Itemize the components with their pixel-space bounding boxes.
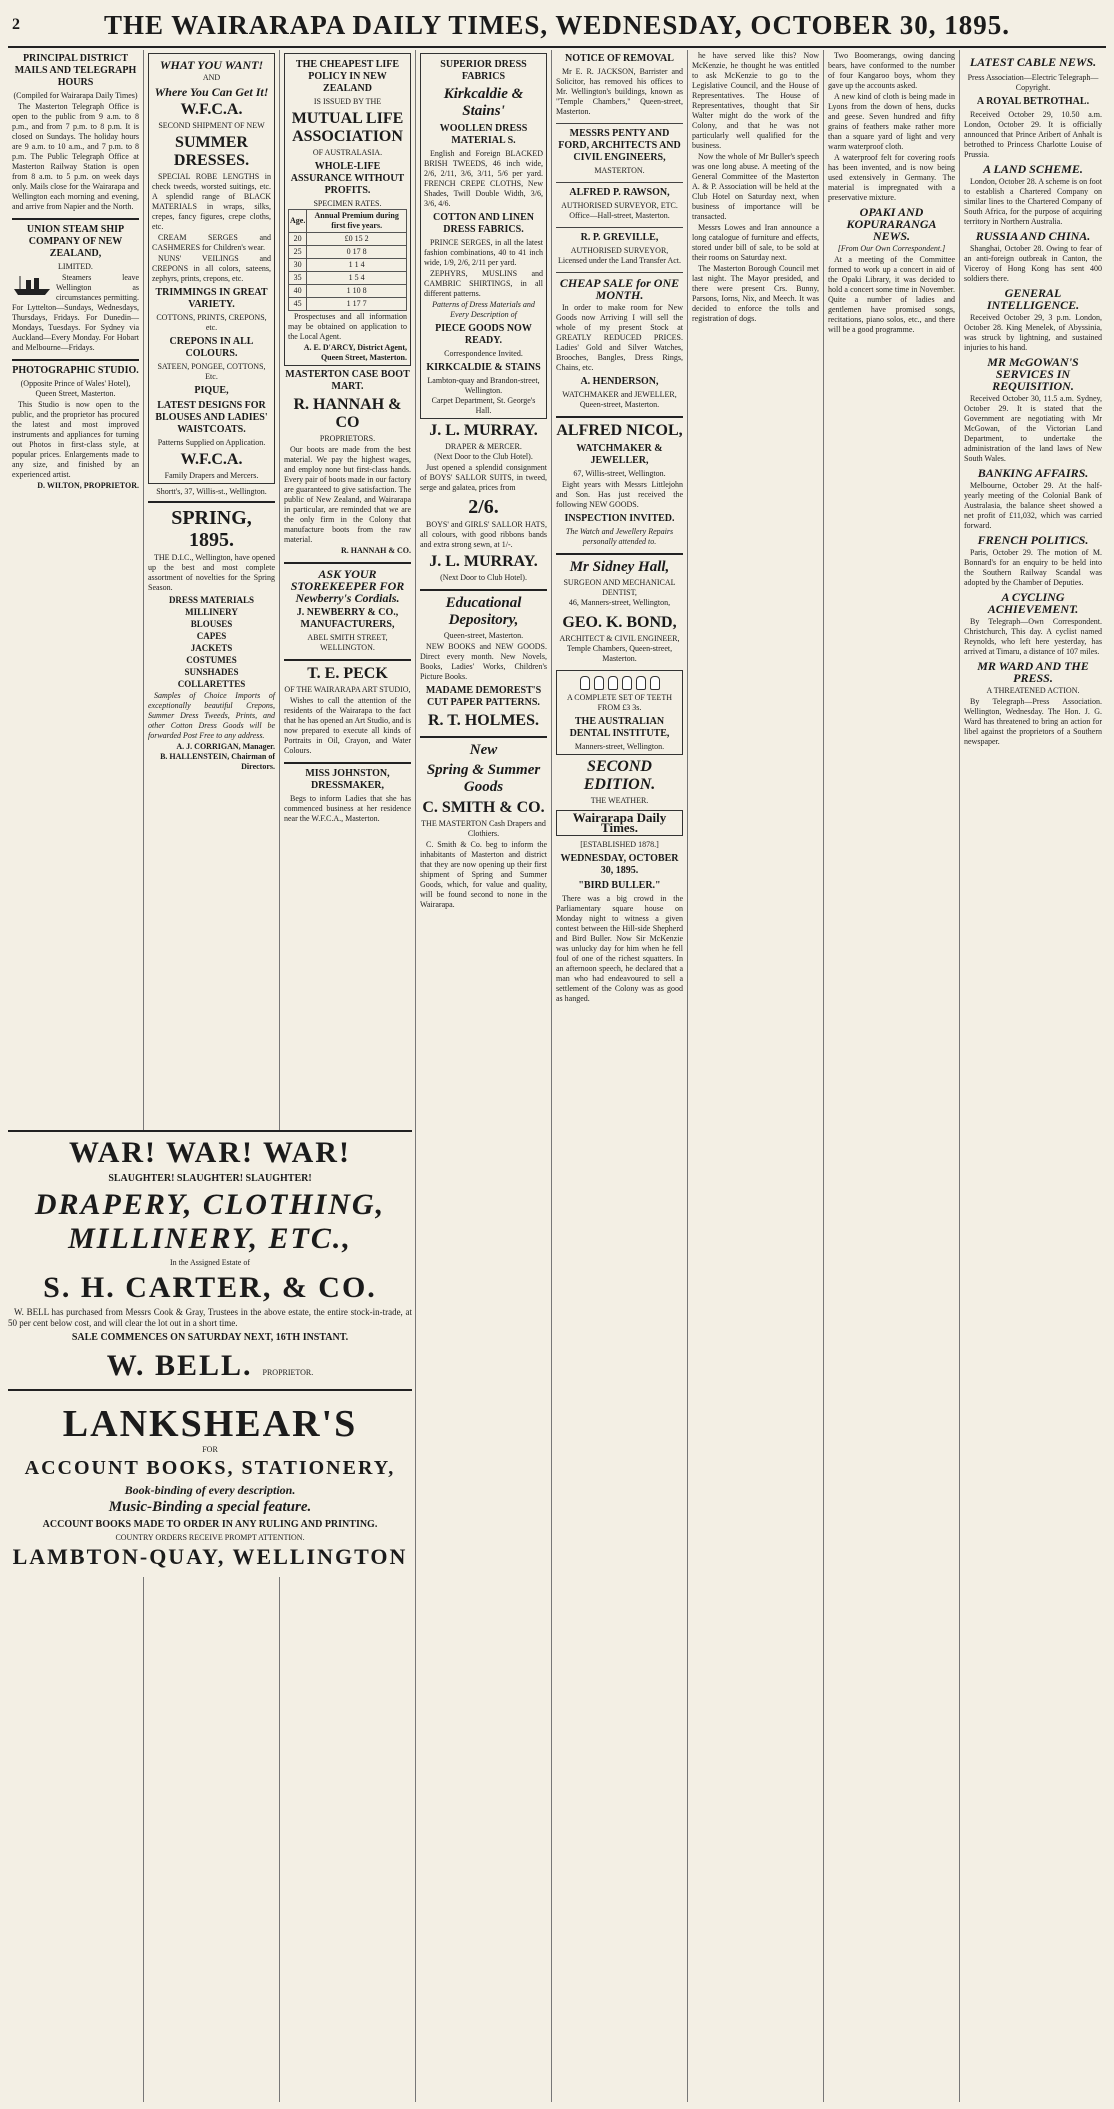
bond-card (556, 614, 683, 664)
weather-heading: THE WEATHER. (590, 796, 649, 805)
bell-title: PROPRIETOR. (262, 1368, 314, 1377)
greville-title: R. P. GREVILLE, (580, 232, 659, 243)
rates-col-age: Age. (289, 210, 307, 233)
lankshear-for: FOR (202, 1445, 218, 1454)
article-text: Messrs Lowes and Iran announce a long catalogue of furniture and effects, stored under bill of sale, to be sold at their rooms on Saturday next. (692, 223, 819, 262)
account-heading: ACCOUNT BOOKS, STATIONERY, (24, 1457, 396, 1479)
samples-text: Samples of Choice Imports of exceptionally beautiful Crepons, Summer Dress Tweeds, Prints, and other Cotton Dress Goods will be forwarded Post Free to any address. (148, 691, 275, 740)
column-4 (416, 50, 552, 2102)
dic-signature: A. J. CORRIGAN, Manager. (176, 742, 275, 751)
ask-heading: ASK YOUR STOREKEEPER FOR Newberry's Cordials. (290, 567, 405, 605)
peck-body: Wishes to call the attention of the residents of the Wairarapa to the fact that he has opened an Art Studio, and is now prepared to execute all kinds of Portraits in Oil, Crayon, and Water Colours. (284, 696, 411, 755)
rawson-sub: AUTHORISED SURVEYOR, ETC. (561, 201, 678, 210)
hall-card (556, 559, 683, 608)
divider (556, 416, 683, 418)
ship-heading: UNION STEAM SHIP COMPANY OF NEW ZEALAND, (26, 224, 125, 259)
cottons-text: COTTONS, PRINTS, CREPONS, etc. (156, 313, 267, 332)
henderson-sub: WATCHMAKER and JEWELLER, Queen-street, Masterton. (562, 390, 677, 409)
rates-col-premium: Annual Premium during first five years. (307, 210, 407, 233)
drapery-sub: In the Assigned Estate of (170, 1258, 250, 1267)
family-text: Family Drapers and Mercers. (164, 471, 259, 480)
wfca-title-2: W.F.C.A. (180, 451, 243, 468)
cable-sub: Press Association—Electric Telegraph—Copyright. (967, 73, 1099, 92)
kirk2-title: KIRKCALDIE & STAINS (426, 362, 541, 373)
cream-text: CREAM SERGES and CASHMERES for Children's wear. (152, 233, 271, 252)
column-7 (824, 50, 960, 2102)
threat-body: By Telegraph—Press Association. Wellington, Wednesday. The Hon. J. G. Ward has threatened to bring an action for libel against the proprietors of a Southern newspaper. (964, 697, 1102, 746)
summer-heading: SUMMER DRESSES. (173, 134, 250, 169)
mutual-heading: THE CHEAPEST LIFE POLICY IN NEW ZEALAND (295, 59, 400, 94)
penty-title: MESSRS PENTY AND FORD, ARCHITECTS AND CIVIL ENGINEERS, (558, 128, 681, 163)
land-body: London, October 28. A scheme is on foot to establish a Chartered Company on similar lines to the Chartered Company of South Africa, for the purpose of acquiring territory in Northern Australia. (964, 177, 1102, 226)
table-row: 45 1 17 7 (289, 298, 407, 311)
divider (556, 123, 683, 124)
murray-sub2: (Next Door to the Club Hotel). (434, 452, 533, 461)
murray2-sub: (Next Door to Club Hotel). (440, 573, 527, 582)
drapery-body: W. BELL has purchased from Messrs Cook & Gray, Trustees in the above estate, the entire stock-in-trade, at 50 per cent below cost, and will clear the lot out in a short time. (8, 1307, 412, 1328)
bond-title: GEO. K. BOND, (562, 614, 677, 631)
binding-text: Book-binding of every description. (124, 1483, 296, 1497)
nicol-sub: WATCHMAKER & JEWELLER, (576, 443, 663, 466)
watch-text: The Watch and Jewellery Repairs personally attended to. (565, 527, 674, 546)
studio-body: This Studio is now open to the public, and the proprietor has procured the latest and most improved instruments and appliances for turning out Photos in first-class style, at popular prices. Enlargements made to any size, and finished by an experienced artist. (12, 400, 139, 479)
wfca-sub: SECOND SHIPMENT OF NEW (158, 121, 265, 130)
boot-mart-ad (284, 369, 411, 556)
mutual-agent: A. E. D'ARCY, District Agent, Queen Street, Masterton. (303, 343, 407, 362)
page-number: 2 (12, 16, 20, 33)
murray-body: Just opened a splendid consignment of BOYS' SALLOR SUITS, in tweed, serge and galatea, prices from (420, 463, 547, 492)
smith-sub: THE MASTERTON Cash Drapers and Clothiers. (421, 819, 546, 838)
johnston-ad (284, 768, 411, 824)
murray-sub: DRAPER & MERCER. (445, 442, 522, 451)
music-text: Music-Binding a special feature. (108, 1499, 312, 1515)
nicol-body: Eight years with Messrs Littlejohn and Son. Has just received the following NEW GOODS. (556, 480, 683, 509)
hall-address: 46, Manners-street, Wellington, (568, 598, 671, 607)
bond-sub: ARCHITECT & CIVIL ENGINEER, (559, 634, 680, 643)
wfca-ad (148, 53, 275, 484)
murray-title-2: J. L. MURRAY. (429, 553, 538, 570)
war-heading: WAR! WAR! WAR! (69, 1136, 351, 1169)
nicol-title: ALFRED NICOL, (556, 422, 683, 439)
peck-sub: OF THE WAIRARAPA ART STUDIO, (284, 685, 411, 694)
mcgowan-body: Received October 30, 11.5 a.m. Sydney, October 29. It is stated that the Government are negotiating with Mr McGowan, of the Victorian Land Department, to undertake the administration of the land laws of New South Wales. (964, 394, 1102, 463)
kirkcaldie-ad (420, 53, 547, 419)
dept-item: JACKETS (190, 643, 233, 653)
cheap-body: In order to make room for New Goods now Arriving I will sell the whole of my present Stock at GREATLY REDUCED PRICES. Ladies' Gold and Silver Watches, Brooches, Bangles, Dress Rings, Chains, etc. (556, 303, 683, 372)
rates-caption: SPECIMEN RATES. (313, 199, 382, 208)
notice-body: Mr E. R. JACKSON, Barrister and Solicitor, has removed his offices to Mr. Wellington's buildings, known as "Temple Chambers," Queen-street, Masterton. (556, 67, 683, 116)
hannah-signature: R. HANNAH & CO. (341, 546, 411, 555)
kirk2-sub2: Carpet Department, St. George's Hall. (431, 396, 536, 415)
table-row: 40 1 10 8 (289, 285, 407, 298)
mails-body: The Masterton Telegraph Office is open to the public from 9 a.m. to 8 p.m., and from 7 p.m. to 8 p.m. It is closed on Sundays. The holiday hours are 9 a.m. to 10 a.m., and 7 p.m. to 8 p.m. The Public Telegraph Office at Masterton Railway Station is open from 8 a.m. to 5 p.m. on week days only. Mails close for the Wairarapa and Wellington each morning and evening, and arrive from Napier and the North. (12, 102, 139, 211)
rates-table (288, 209, 407, 311)
want-where: Where You Can Get It! (154, 85, 269, 99)
mutual-life-ad (284, 53, 411, 366)
new-heading: New (469, 742, 498, 758)
lankshear-ad (8, 1397, 412, 1571)
edition-date: WEDNESDAY, OCTOBER 30, 1895. (560, 853, 679, 876)
russia-body: Shanghai, October 28. Owing to fear of an anti-foreign outbreak in Canton, the Viceroy of Hong Kong has sent 400 soldiers there. (964, 244, 1102, 283)
greville-sub2: Licensed under the Land Transfer Act. (557, 256, 682, 265)
drapery-heading: DRAPERY, CLOTHING, MILLINERY, ETC., (34, 1188, 386, 1255)
divider (284, 562, 411, 564)
table-row: 30 1 1 4 (289, 259, 407, 272)
general-heading: GENERAL INTELLIGENCE. (986, 286, 1080, 312)
rawson-title: ALFRED P. RAWSON, (569, 187, 670, 198)
bond-address: Temple Chambers, Queen-street, Masterton. (566, 644, 673, 663)
banking-body: Melbourne, October 29. At the half-yearly meeting of the Colonial Bank of Australasia, the balance sheet showed a net profit of £11,032, which was carried forward. (964, 481, 1102, 530)
trim-heading: TRIMMINGS IN GREAT VARIETY. (155, 287, 268, 310)
opaki-heading: OPAKI AND KOPURARANGA NEWS. (846, 205, 937, 243)
hall-title: Mr Sidney Hall, (569, 559, 670, 575)
edu-sub: Queen-street, Masterton. (443, 631, 524, 640)
kirk2-sub: Lambton-quay and Brandon-street, Wellington. (427, 376, 540, 395)
divider (420, 736, 547, 738)
columns (8, 50, 1106, 2102)
henderson-ad (556, 277, 683, 410)
mini-masthead: Wairarapa Daily Times. (556, 810, 683, 836)
rawson-card (556, 187, 683, 221)
ward-heading: MR WARD AND THE PRESS. (977, 659, 1089, 685)
threat-heading: A THREATENED ACTION. (986, 686, 1080, 695)
article-text: Two Boomerangs, owing dancing bears, have conformed to the number of four Kangaroo boys, whom they gave up the accounts asked. (828, 51, 955, 90)
ship-body: Steamers leave Wellington as circumstances permitting. For Lyttelton—Sundays, Wednesdays, Thursdays, Fridays. For Dunedin—Mondays, Tuesdays. For Sydney via Auckland—Every Monday. For Hobart and Melbourne—Fridays. (12, 273, 139, 352)
divider (556, 182, 683, 183)
bell-signature (8, 1346, 412, 1385)
mini-established: [ESTABLISHED 1878.] (580, 840, 659, 849)
table-row: 35 1 5 4 (289, 272, 407, 285)
ruled-text: ACCOUNT BOOKS MADE TO ORDER IN ANY RULING AND PRINTING. (42, 1519, 378, 1530)
want-heading: WHAT YOU WANT! (159, 58, 264, 72)
divider (556, 227, 683, 228)
mails-heading: PRINCIPAL DISTRICT MAILS AND TELEGRAPH HOURS (14, 53, 137, 88)
mutual-title: MUTUAL LIFE ASSOCIATION (291, 110, 404, 145)
mails-notice (12, 53, 139, 212)
dental-title: THE AUSTRALIAN DENTAL INSTITUTE, (569, 716, 670, 739)
studio-sub: (Opposite Prince of Wales' Hotel), Queen Street, Masterton. (20, 379, 131, 398)
table-row: 25 0 17 8 (289, 246, 407, 259)
holmes-title: R. T. HOLMES. (428, 712, 539, 729)
french-heading: FRENCH POLITICS. (977, 533, 1089, 547)
piece-heading: PIECE GOODS NOW READY. (435, 323, 532, 346)
column-5 (552, 50, 688, 2102)
nuns-text: NUNS' VEILINGS and CREPONS in all colors, sateens, zephyrs, prints, crepons, etc. (152, 254, 271, 283)
royal-body: Received October 29, 10.50 a.m. London, October 29. It is officially announced that Prince Aribert of Anhalt is betrothed to Princess Charlotte Louise of Prussia. (964, 110, 1102, 159)
column-1 (8, 50, 144, 2102)
murray-title: J. L. MURRAY. (429, 422, 538, 439)
bell-name: W. BELL. (106, 1349, 253, 1382)
divider (12, 359, 139, 361)
hannah-title: R. HANNAH & CO (293, 396, 402, 431)
edu-ad (420, 595, 547, 730)
article-text: he have served like this? Now McKenzie, he thought he was entitled to ask McKenzie to go to the Legislative Council, and the House of Representatives. The House of Representatives, thought that Sir Walter might do the work of the Colony, and that he was not particularly well qualified for the business. (692, 51, 819, 150)
woollen-heading: WOOLLEN DRESS MATERIAL S. (439, 123, 528, 146)
divider (556, 553, 683, 555)
french-body: Paris, October 29. The motion of M. Bonnard's for an enquiry to be held into the Southern Railway Scandal was adopted by the Chamber of Deputies. (964, 548, 1102, 587)
lankshear-address: LAMBTON-QUAY, WELLINGTON (12, 1544, 408, 1569)
steamship-ad (12, 224, 139, 353)
summer-body: SPECIAL ROBE LENGTHS in check tweeds, worsted suitings, etc. A splendid range of BLACK MATERIALS in wraps, silks, crepes, fancy figures, crepe cloths, etc. (152, 172, 271, 231)
rawson-sub2: Office—Hall-street, Masterton. (569, 211, 670, 220)
henderson-title: A. HENDERSON, (580, 376, 659, 387)
superior-heading: SUPERIOR DRESS FABRICS (440, 59, 527, 82)
column-6 (688, 50, 824, 2102)
teeth-icon (560, 676, 679, 690)
war-ad (8, 1136, 412, 1391)
hall-sub: SURGEON AND MECHANICAL DENTIST, (563, 578, 676, 597)
studio-ad (12, 365, 139, 491)
penty-sub: MASTERTON. (594, 166, 645, 175)
opaki-body: At a meeting of the Committee formed to work up a concert in aid of the Opaki Library, it was decided to hold a concert some time in November. Quite a number of ladies and gentlemen have promised songs, recitations, piano solos, etc., and there will be a good programme. (828, 255, 955, 334)
demorest-heading: MADAME DEMOREST'S CUT PAPER PATTERNS. (425, 685, 542, 708)
column-8 (960, 50, 1106, 2102)
nicol-address: 67, Willis-street, Wellington. (573, 469, 666, 478)
studio-heading: PHOTOGRAPHIC STUDIO. (12, 365, 139, 376)
country-text: COUNTRY ORDERS RECEIVE PROMPT ATTENTION. (115, 1533, 305, 1542)
spring-goods-heading: Spring & Summer Goods (426, 762, 541, 795)
dept-item: DRESS MATERIALS (168, 595, 255, 605)
inspect-heading: INSPECTION INVITED. (564, 513, 675, 524)
mails-sub: (Compiled for Wairarapa Daily Times) (13, 91, 138, 100)
patterns-text: Patterns Supplied on Application. (157, 438, 266, 447)
war-sub: SLAUGHTER! SLAUGHTER! SLAUGHTER! (108, 1173, 312, 1184)
sateen-text: SATEEN, PONGEE, COTTONS, Etc. (157, 362, 266, 381)
cotton-heading: COTTON AND LINEN DRESS FABRICS. (433, 212, 534, 235)
article-text: A waterproof felt for covering roofs has been invented, and is now being used extensively in Germany. The material is impregnated with a preservative mixture. (828, 153, 955, 202)
johnston-body: Begs to inform Ladies that she has commenced business at her residence near the W.F.C.A., Masterton. (284, 794, 411, 823)
newberry-title: J. NEWBERRY & CO., MANUFACTURERS, (296, 607, 399, 630)
royal-heading: A ROYAL BETROTHAL. (976, 96, 1090, 107)
drapery-firm: S. H. CARTER, & CO. (43, 1271, 377, 1304)
cycle-heading: A CYCLING ACHIEVEMENT. (987, 590, 1079, 616)
divider (148, 501, 275, 503)
table-row: 20 £0 15 2 (289, 233, 407, 246)
article-text: A new kind of cloth is being made in Lyons from the down of hens, ducks and geese. Seven hundred and fifty grains of feathers make rather more than a square yard of light and very warm waterproof cloth. (828, 92, 955, 151)
dept-item: BLOUSES (190, 619, 233, 629)
dept-item: COLLARETTES (177, 679, 246, 689)
dept-item: COSTUMES (186, 655, 237, 665)
murray-price: 2/6. (468, 496, 499, 518)
column-3 (280, 50, 416, 2102)
zephyrs-text: ZEPHYRS, MUSLINS and CAMBRIC SHIRTINGS, in all different patterns. (424, 269, 543, 298)
murray-ad (420, 422, 547, 583)
divider (284, 659, 411, 661)
want-and: AND (202, 73, 221, 82)
russia-heading: RUSSIA AND CHINA. (975, 229, 1091, 243)
masthead-title: THE WAIRARAPA DAILY TIMES, WEDNESDAY, OCTOBER 30, 1895. (104, 10, 1010, 40)
sale-heading: SALE COMMENCES ON SATURDAY NEXT, 16TH INSTANT. (71, 1332, 349, 1343)
johnston-title: MISS JOHNSTON, DRESSMAKER, (305, 768, 390, 791)
studio-signature: D. WILTON, PROPRIETOR. (37, 481, 139, 490)
mcgowan-heading: MR McGOWAN'S SERVICES IN REQUISITION. (987, 355, 1079, 393)
ship-sub: LIMITED. (58, 262, 93, 271)
dept-item: SUNSHADES (184, 667, 239, 677)
dental-ad (556, 670, 683, 755)
boot-heading: MASTERTON CASE BOOT MART. (285, 369, 410, 392)
smith-title: C. SMITH & CO. (422, 799, 545, 816)
divider (556, 272, 683, 273)
pique-heading: PIQUE, (194, 385, 229, 396)
divider (284, 762, 411, 764)
hannah-body: Our boots are made from the best material. We pay the highest wages, and employ none but first-class hands. Every pair of boots made in our factory are guaranteed to give satisfaction. The public of New Zealand, and Wairarapa in particular, are reminded that we are the only firm in the Colony that manufacture boots from the raw material. (284, 445, 411, 544)
shortts-text: Shortt's, 37, Willis-st., Wellington. (156, 487, 267, 496)
dental-sub: Manners-street, Wellington. (574, 742, 665, 751)
divider (420, 589, 547, 591)
cycle-body: By Telegraph—Own Correspondent. Christchurch, This day. A cyclist named Reynolds, who left here yesterday, has arrived at Timaru, a distance of 107 miles. (964, 617, 1102, 656)
cable-heading: LATEST CABLE NEWS. (969, 55, 1097, 69)
dic-ad (148, 507, 275, 772)
newberry-sub: ABEL SMITH STREET, WELLINGTON. (307, 633, 388, 652)
lankshear-title: LANKSHEAR'S (62, 1403, 358, 1445)
peck-ad (284, 665, 411, 756)
column-2 (144, 50, 280, 2102)
teeth-text: A COMPLETE SET OF TEETH FROM £3 3s. (566, 693, 673, 712)
article-text: The Masterton Borough Council met last night. The Mayor presided, and there were present Crs. Bunny, Parsons, Iorns, Nix, and Meech. It was decided to enforce the tolls and registration of dogs. (692, 264, 819, 323)
cotton-body: PRINCE SERGES, in all the latest fashion combinations, 40 to 41 inch wide, 1/9, 2/6, 2/11 per yard. (424, 238, 543, 267)
wide-ads (8, 1130, 412, 1577)
dept-item: CAPES (196, 631, 227, 641)
dic-chairman: B. HALLENSTEIN, Chairman of Directors. (160, 752, 275, 771)
divider (12, 218, 139, 220)
murray-body-2: BOYS' and GIRLS' SALLOR HATS, all colours, with good ribbons bands and extra strong sewn, at 1/-. (420, 520, 547, 549)
crepons-heading: CREPONS IN ALL COLOURS. (169, 336, 254, 359)
cheap-heading: CHEAP SALE for ONE MONTH. (559, 276, 680, 302)
banking-heading: BANKING AFFAIRS. (977, 466, 1089, 480)
edu-title: Educational Depository, (445, 595, 522, 628)
smith-ad (420, 742, 547, 910)
mutual-sub: IS ISSUED BY THE (313, 97, 382, 106)
spring-body: THE D.I.C., Wellington, have opened up the best and most complete assortment of novelties for the Spring Season. (148, 553, 275, 592)
patterns-text: Patterns of Dress Materials and Every Description of (432, 300, 535, 319)
wfca-title: W.F.C.A. (180, 101, 243, 118)
masthead (8, 6, 1106, 48)
bird-body: There was a big crowd in the Parliamentary square house on Monday night to witness a given contest between the Hill-side Shepherd and Bird Buller. Now Sir McKenzie was unlucky day for him when he fell foul of one of the richest squatters. In an afternoon speech, he declared that a man who had endeavoured to sell a settlement of the Colony was as good as hanged. (556, 894, 683, 1003)
mutual-body: Prospectuses and all information may be obtained on application to the Local Agent. (288, 312, 407, 341)
nicol-ad (556, 422, 683, 547)
removal-notice (556, 53, 683, 117)
article-text: Now the whole of Mr Buller's speech was one long abuse. A meeting of the General Committee of the Masterton A. & P. Association will be held at the Club Hotel on Saturday next, when business of importance will be transacted. (692, 152, 819, 221)
woollen-body: English and Foreign BLACKED BRISH TWEEDS, 46 inch wide, 2/6, 2/11, 3/6, 3/11, 5/6 per yard. FRENCH CREPE CLOTHS, New Shades, Twill Double Width, 3/6, 3/6, 4/6. (424, 149, 543, 208)
kirk-title: Kirkcaldie & Stains' (443, 86, 524, 119)
steamship-icon (12, 274, 52, 296)
bird-heading: "BIRD BULLER." (578, 880, 661, 891)
greville-sub: AUTHORISED SURVEYOR, (570, 246, 669, 255)
edu-body: NEW BOOKS and NEW GOODS. Direct every month. New Novels, Books, Ladies' Works, Children's Picture Books. (420, 642, 547, 681)
designs-heading: LATEST DESIGNS FOR BLOUSES AND LADIES' WAISTCOATS. (155, 400, 268, 435)
mutual-wl: WHOLE-LIFE ASSURANCE WITHOUT PROFITS. (290, 161, 405, 196)
dept-item: MILLINERY (185, 607, 238, 617)
greville-card (556, 232, 683, 266)
hannah-sub: PROPRIETORS. (319, 434, 376, 443)
notice-heading: NOTICE OF REMOVAL (565, 53, 674, 64)
newberry-ad (284, 568, 411, 653)
spring-heading: SPRING, 1895. (171, 507, 252, 551)
general-body: Received October 29, 3 p.m. London, October 28. King Menelek, of Abyssinia, was struck by lightning, and sustained injuries to his hand. (964, 313, 1102, 352)
smith-body: C. Smith & Co. beg to inform the inhabitants of Masterton and district that they are now opening up their first shipment of Spring and Summer Goods, which, for value and quality, will be found second to none in the Wairarapa. (420, 840, 547, 909)
opaki-sub: [From Our Own Correspondent.] (837, 244, 946, 253)
land-heading: A LAND SCHEME. (983, 162, 1083, 176)
penty-card (556, 128, 683, 176)
peck-title: T. E. PECK (307, 665, 388, 682)
corr-text: Correspondence Invited. (444, 349, 523, 358)
second-edition: SECOND EDITION. (583, 758, 656, 793)
mutual-of: OF AUSTRALASIA. (312, 148, 383, 157)
